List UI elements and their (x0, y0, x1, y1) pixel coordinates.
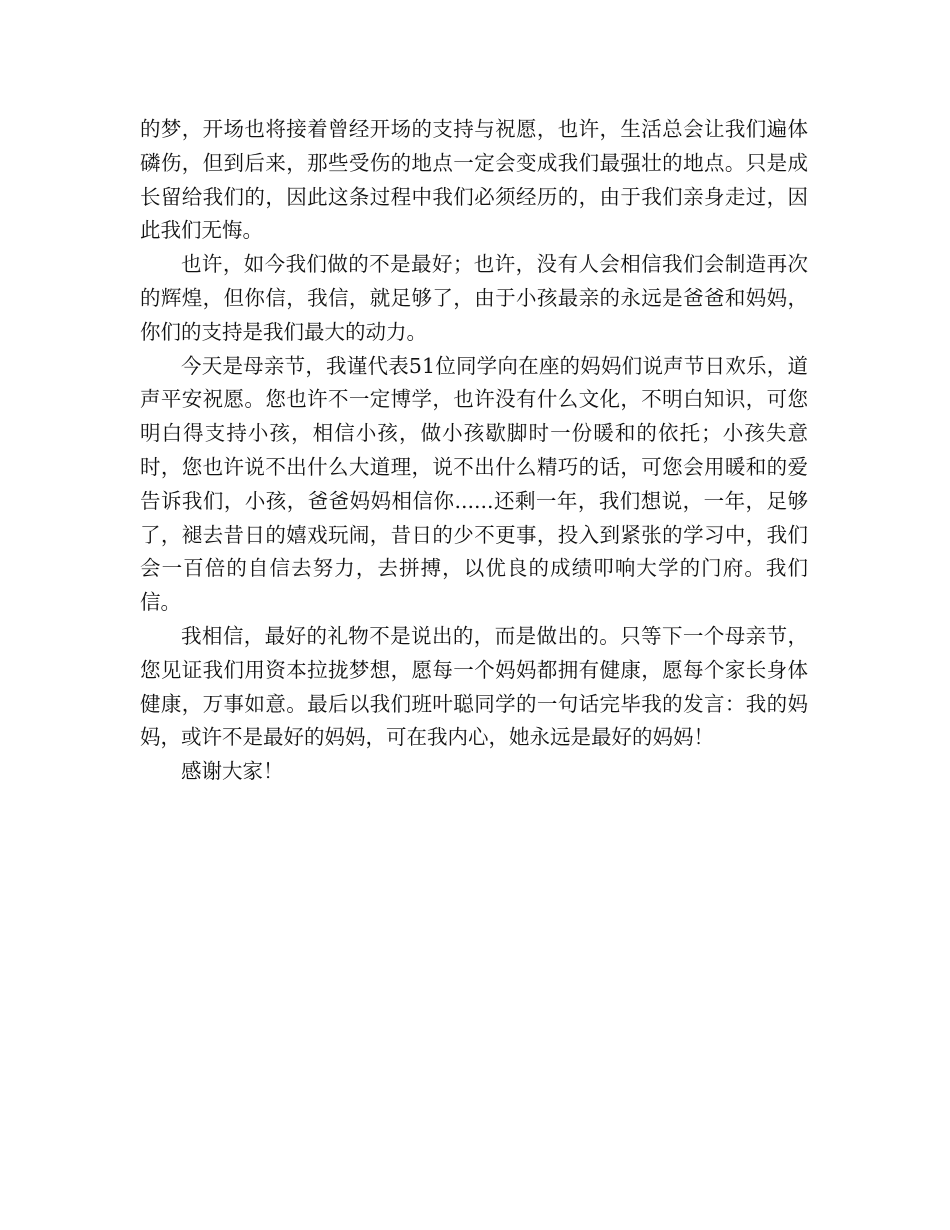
paragraph-1: 的梦，开场也将接着曾经开场的支持与祝愿，也许，生活总会让我们遍体磷伤，但到后来，那些受伤的地点一定会变成我们最强壮的地点。只是成长留给我们的，因此这条过程中我们必须经历的，由于我们亲身走过，因此我们无悔。 (140, 117, 808, 243)
document-body (140, 113, 808, 789)
paragraph-5: 感谢大家！ (181, 759, 284, 784)
paragraph-3: 今天是母亲节，我谨代表51位同学向在座的妈妈们说声节日欢乐，道声平安祝愿。您也许不一定博学，也许没有什么文化，不明白知识，可您明白得支持小孩，相信小孩，做小孩歇脚时一份暖和的依托；小孩失意时，您也许说不出什么大道理，说不出什么精巧的话，可您会用暖和的爱告诉我们，小孩，爸爸妈妈相信你......还剩一年，我们想说，一年，足够了，褪去昔日的嬉戏玩闹，昔日的少不更事，投入到紧张的学习中，我们会一百倍的自信去努力，去拼搏，以优良的成绩叩响大学的门府。我们信。 (140, 353, 808, 615)
paragraph-4: 我相信，最好的礼物不是说出的，而是做出的。只等下一个母亲节，您见证我们用资本拉拢梦想，愿每一个妈妈都拥有健康，愿每个家长身体健康，万事如意。最后以我们班叶聪同学的一句话完毕我的发言：我的妈妈，或许不是最好的妈妈，可在我内心，她永远是最好的妈妈！ (140, 623, 808, 750)
paragraph-2: 也许，如今我们做的不是最好；也许，没有人会相信我们会制造再次的辉煌，但你信，我信，就足够了，由于小孩最亲的永远是爸爸和妈妈，你们的支持是我们最大的动力。 (140, 252, 808, 344)
